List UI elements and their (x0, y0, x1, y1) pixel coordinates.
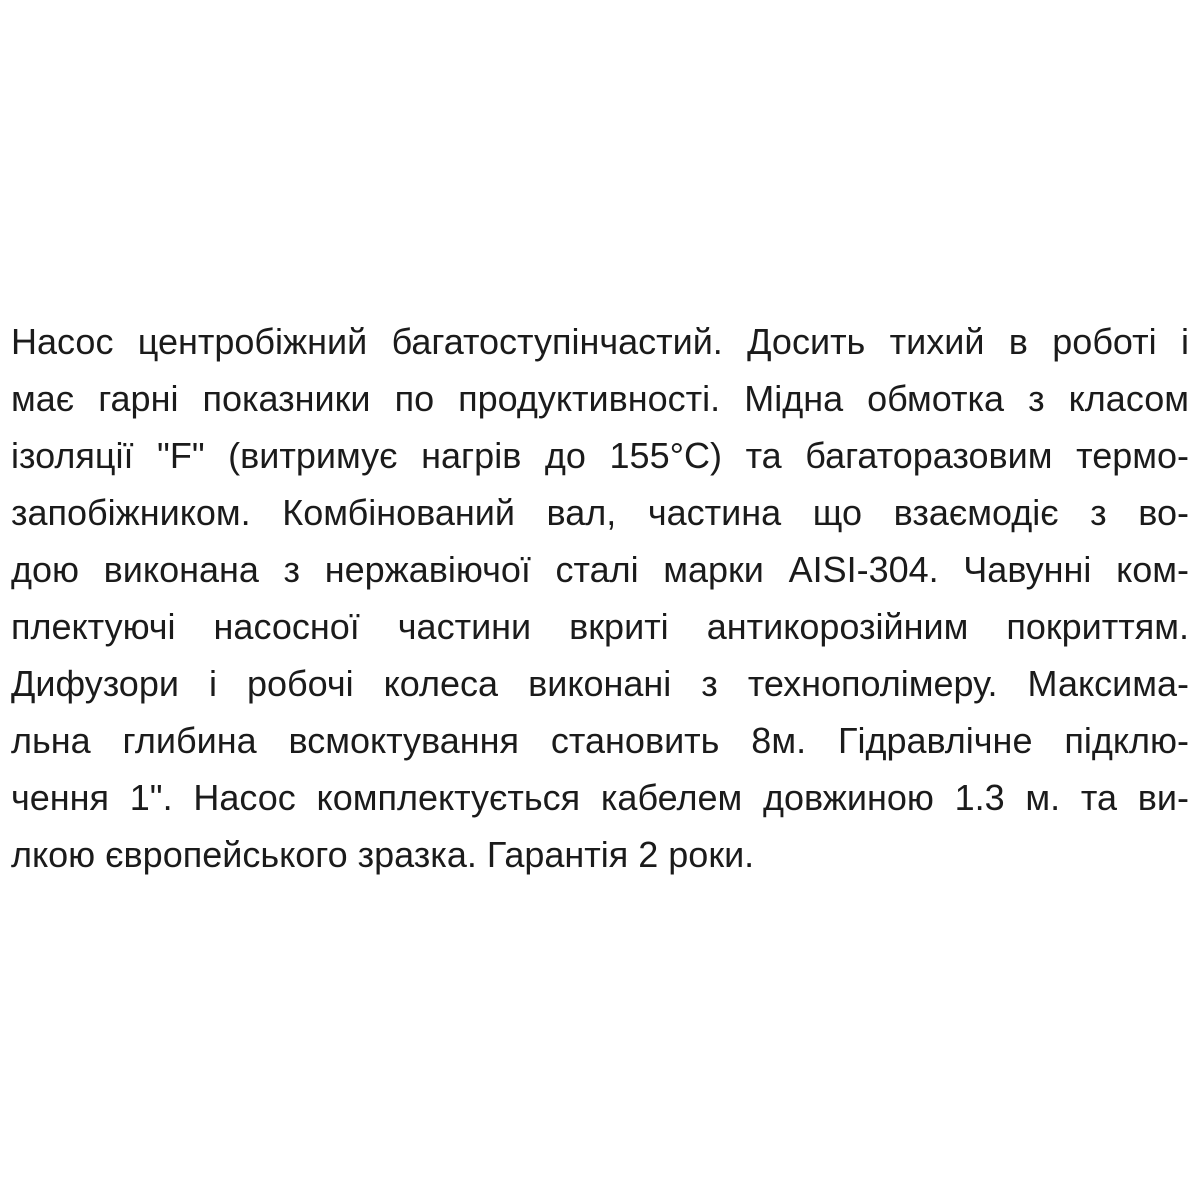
description-line: ізоляції "F" (витримує нагрів до 155°С) та багаторазовим термо- (11, 435, 1189, 476)
description-line: має гарні показники по продуктивності. Мідна обмотка з класом (11, 378, 1189, 419)
description-line: плектуючі насосної частини вкриті антикорозійним покриттям. (11, 606, 1189, 647)
description-line: Дифузори і робочі колеса виконані з технополімеру. Максима- (11, 663, 1189, 704)
description-line: дою виконана з нержавіючої сталі марки AISI-304. Чавунні ком- (11, 549, 1189, 590)
description-line: лкою європейського зразка. Гарантія 2 роки. (11, 834, 755, 875)
description-line: Насос центробіжний багатоступінчастий. Досить тихий в роботі і (11, 321, 1189, 362)
product-description (11, 313, 1189, 883)
description-line: запобіжником. Комбінований вал, частина що взаємодіє з во- (11, 492, 1189, 533)
description-line: чення 1". Насос комплектується кабелем довжиною 1.3 м. та ви- (11, 777, 1189, 818)
description-line: льна глибина всмоктування становить 8м. Гідравлічне підклю- (11, 720, 1189, 761)
